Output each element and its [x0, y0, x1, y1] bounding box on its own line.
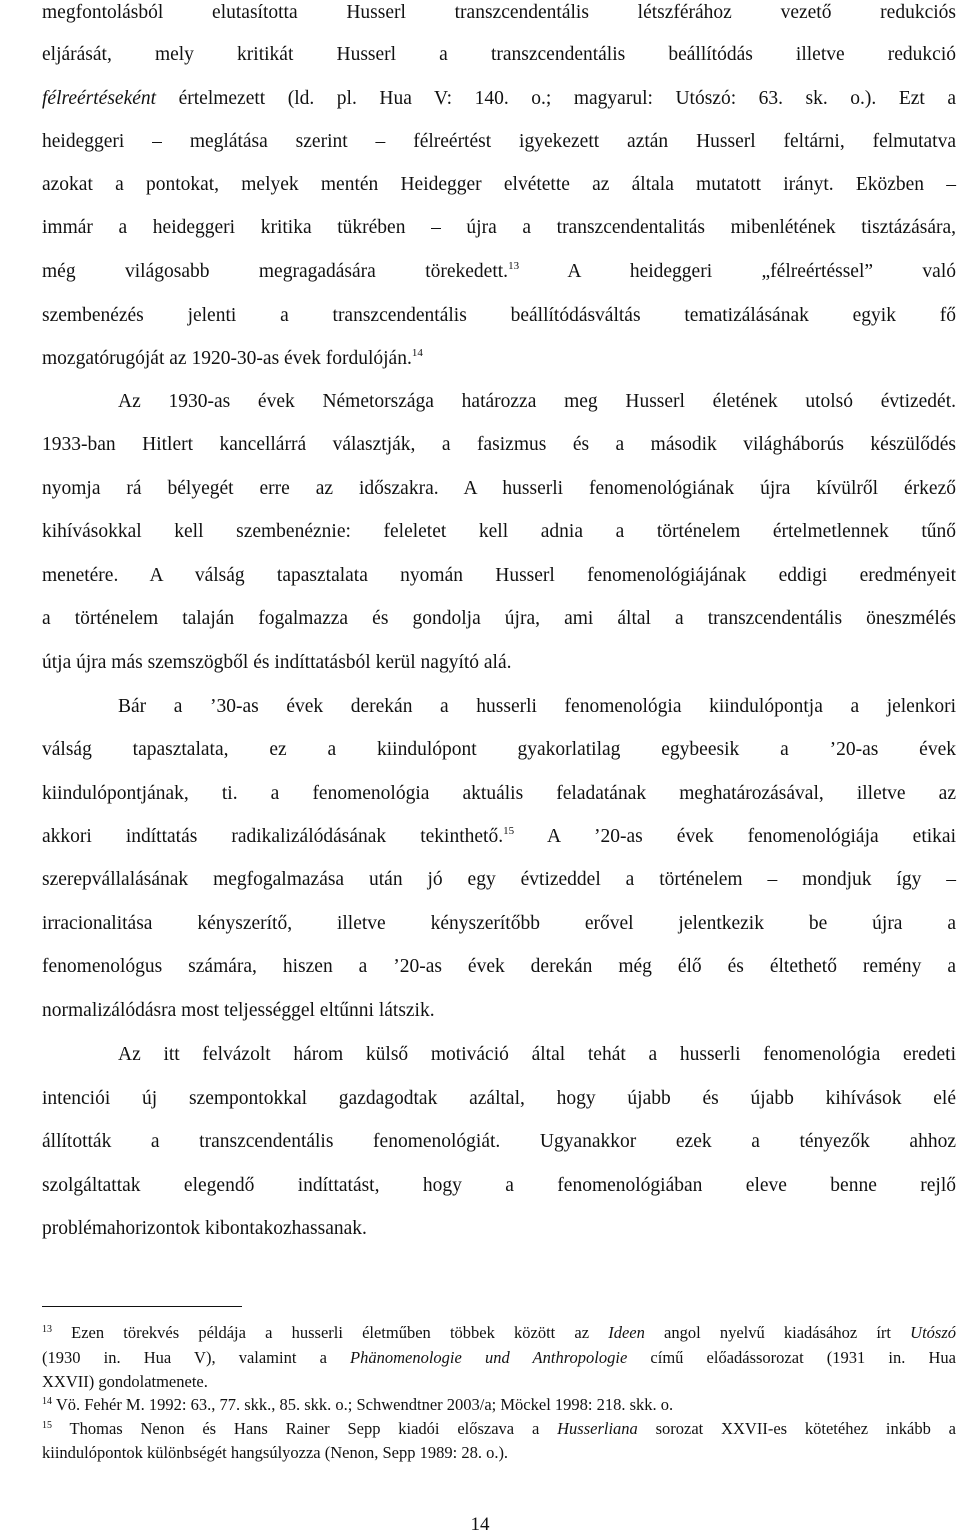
- body-line: még világosabb megragadására törekedett.$^{13}$ A heideggeri „félreértéssel” való: [42, 260, 956, 282]
- body-line: félreértéseként értelmezett (ld. pl. Hua V: 140. o.; magyarul: Utószó: 63. sk. o.). Ezt a: [42, 88, 956, 109]
- body-line: nyomja rá bélyegét erre az időszakra. A husserli fenomenológiának újra kívülről érkező: [42, 478, 956, 499]
- page-number: 14: [470, 1514, 490, 1535]
- body-line: kihívásokkal kell szembenéznie: feleletet kell adnia a történelem értelmetlennek tűnő: [42, 521, 956, 542]
- body-line: problémahorizontok kibontakozhassanak.: [42, 1218, 367, 1239]
- body-line: szerepvállalásának megfogalmazása után jó egy évtizeddel a történelem – mondjuk így –: [42, 869, 956, 890]
- footnote-14: $^{14}$ Vö. Fehér M. 1992: 63., 77. skk., 85. skk. o.; Schwendtner 2003/a; Möckel 1998: 218. skk. o.: [42, 1395, 674, 1414]
- body-line: útja újra más szemszögből és indíttatásból kerül nagyító alá.: [42, 652, 512, 673]
- body-line: normalizálódásra most teljességgel eltűnni látszik.: [42, 1000, 435, 1021]
- body-line: intenciói új szempontokkal gazdagodtak azáltal, hogy újabb és újabb kihívások elé: [42, 1088, 956, 1109]
- body-line: azokat a pontokat, melyek mentén Heidegger elvétette az általa mutatott irányt. Eközben –: [42, 174, 956, 195]
- body-line: akkori indíttatás radikalizálódásának tekinthető.$^{15}$ A ’20-as évek fenomenológiája etikai: [42, 825, 956, 847]
- body-line: fenomenológus számára, hiszen a ’20-as évek derekán még élő és éltethető remény a: [42, 956, 956, 977]
- footnote-ref-15[interactable]: 15: [503, 825, 515, 837]
- body-line: szembenézés jelenti a transzcendentális beállítódásváltás tematizálásának egyik fő: [42, 305, 956, 326]
- footnote-separator: [42, 1306, 242, 1307]
- footnote-ref-13[interactable]: 13: [508, 260, 520, 272]
- body-line: Az itt felvázolt három külső motiváció által tehát a husserli fenomenológia eredeti: [118, 1044, 956, 1065]
- body-line: szolgáltattak elegendő indíttatást, hogy a fenomenológiában eleve benne rejlő: [42, 1175, 956, 1196]
- body-line: 1933-ban Hitlert kancellárrá választják, a fasizmus és a második világháborús készülődés: [42, 434, 956, 455]
- body-line: menetére. A válság tapasztalata nyomán Husserl fenomenológiájának eddigi eredményeit: [42, 565, 956, 586]
- body-line: a történelem talaján fogalmazza és gondolja újra, ami által a transzcendentális öneszmélés: [42, 608, 956, 629]
- footnote-15-line: kiindulópontok különbségét hangsúlyozza (Nenon, Sepp 1989: 28. o.).: [42, 1443, 509, 1462]
- footnote-13-line: (1930 in. Hua V), valamint a Phänomenologie und Anthropologie című előadássorozat (1931 in. Hua: [42, 1348, 956, 1367]
- body-line: válság tapasztalata, ez a kiindulópont gyakorlatilag egybeesik a ’20-as évek: [42, 739, 956, 760]
- body-line: kiindulópontjának, ti. a fenomenológia aktuális feladatának meghatározásával, illetve az: [42, 783, 956, 804]
- footnote-ref-14[interactable]: 14: [411, 347, 423, 359]
- body-line: immár a heideggeri kritika tükrében – újra a transzcendentalitás mibenlétének tisztázására,: [42, 217, 956, 238]
- body-line: mozgatórugóját az 1920-30-as évek fordulóján.$^{14}$: [42, 347, 423, 369]
- body-line: állították a transzcendentális fenomenológiát. Ugyanakkor ezek a tényezők ahhoz: [42, 1131, 956, 1152]
- body-line: Bár a ’30-as évek derekán a husserli fenomenológia kiindulópontja a jelenkori: [118, 696, 956, 717]
- footnote-13: $^{13}$ Ezen törekvés példája a husserli életműben többek között az Ideen angol nyelvű kiadásához írt Utószó: [42, 1323, 957, 1342]
- footnote-13-line: XXVII) gondolatmenete.: [42, 1372, 208, 1391]
- body-line: heideggeri – meglátása szerint – félreértést igyekezett aztán Husserl feltárni, felmutatva: [42, 131, 956, 152]
- body-line: eljárását, mely kritikát Husserl a transzcendentális beállítódás illetve redukció: [42, 44, 956, 65]
- body-line: irracionalitása kényszerítő, illetve kényszerítőbb erővel jelentkezik be újra a: [42, 913, 956, 934]
- footnote-15: $^{15}$ Thomas Nenon és Hans Rainer Sepp kiadói előszava a Husserliana sorozat XXVII-es kötetéhez inkább a: [42, 1419, 956, 1438]
- body-line: megfontolásból elutasította Husserl transzcendentális létszférához vezető redukciós: [42, 2, 956, 23]
- body-line: Az 1930-as évek Németországa határozza meg Husserl életének utolsó évtizedét.: [118, 391, 956, 412]
